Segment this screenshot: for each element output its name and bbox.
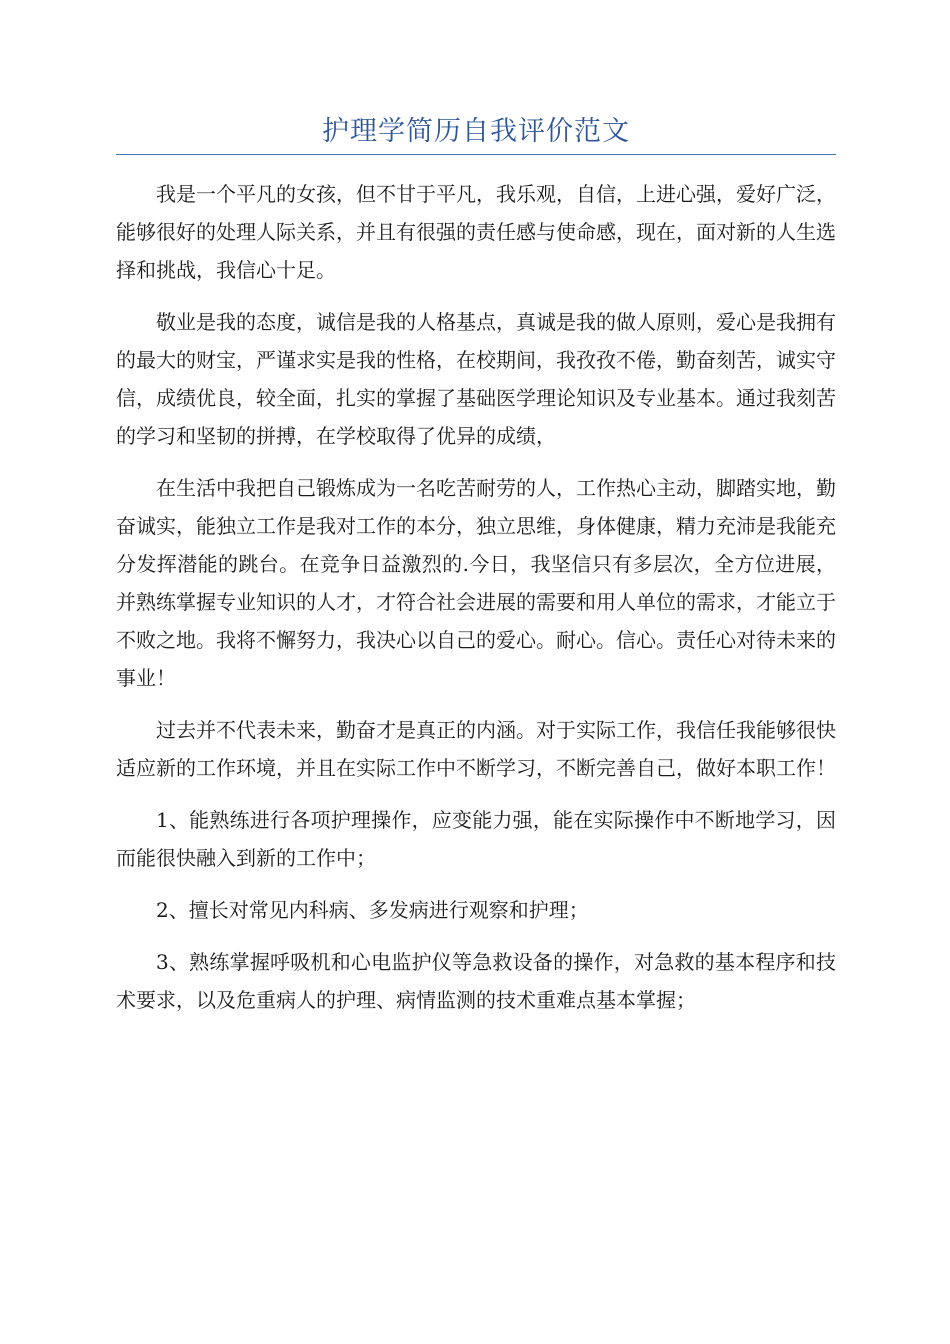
list-item-2: 2、擅长对常见内科病、多发病进行观察和护理； bbox=[156, 898, 589, 922]
paragraph-life: 在生活中我把自己锻炼成为一名吃苦耐劳的人，工作热心主动，脚踏实地，勤奋诚实，能独立工作是我对工作的本分，独立思维，身体健康，精力充沛是我能充分发挥潜能的跳台。在竞争日益激烈的.今日，我坚信只有多层次，全方位进展，并熟练掌握专业知识的人才，才符合社会进展的需要和用人单位的需求，才能立于不败之地。我将不懈努力，我决心以自己的爱心。耐心。信心。责任心对待未来的事业！ bbox=[116, 476, 836, 690]
document-title: 护理学简历自我评价范文 bbox=[322, 116, 630, 147]
document-body bbox=[116, 175, 836, 1019]
paragraph-intro: 我是一个平凡的女孩，但不甘于平凡，我乐观，自信，上进心强，爱好广泛，能够很好的处理人际关系，并且有很强的责任感与使命感，现在，面对新的人生选择和挑战，我信心十足。 bbox=[116, 182, 836, 282]
paragraph-future: 过去并不代表未来，勤奋才是真正的内涵。对于实际工作，我信任我能够很快适应新的工作环境，并且在实际工作中不断学习，不断完善自己，做好本职工作！ bbox=[116, 718, 836, 780]
list-item-3: 3、熟练掌握呼吸机和心电监护仪等急救设备的操作，对急救的基本程序和技术要求，以及危重病人的护理、病情监测的技术重难点基本掌握； bbox=[116, 950, 836, 1012]
paragraph-attitude: 敬业是我的态度，诚信是我的人格基点，真诚是我的做人原则，爱心是我拥有的最大的财宝，严谨求实是我的性格，在校期间，我孜孜不倦，勤奋刻苦，诚实守信，成绩优良，较全面，扎实的掌握了基础医学理论知识及专业基本。通过我刻苦的学习和坚韧的拼搏，在学校取得了优异的成绩， bbox=[116, 310, 836, 448]
document-page bbox=[116, 112, 836, 1033]
title-underline bbox=[116, 154, 836, 155]
list-item-1: 1、能熟练进行各项护理操作，应变能力强，能在实际操作中不断地学习，因而能很快融入到新的工作中； bbox=[116, 808, 836, 870]
